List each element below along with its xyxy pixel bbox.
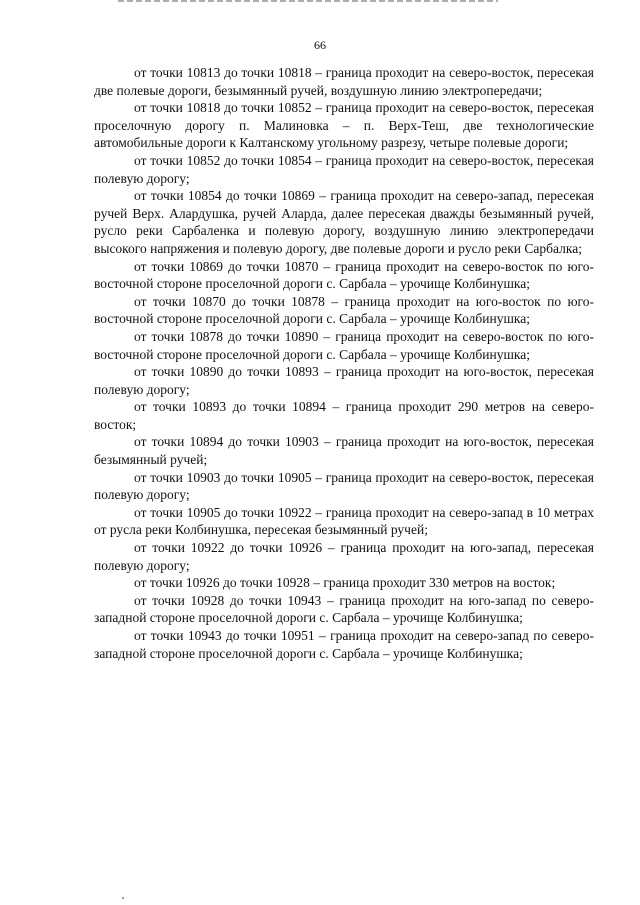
boundary-paragraph: от точки 10926 до точки 10928 – граница проходит 330 метров на восток; (134, 575, 556, 591)
boundary-paragraph: от точки 10893 до точки 10894 – граница проходит 290 метров на северо-восток; (94, 399, 594, 432)
boundary-paragraph: от точки 10852 до точки 10854 – граница проходит на северо-восток, пересекая полевую дорогу; (94, 152, 594, 186)
boundary-paragraph: от точки 10905 до точки 10922 – граница проходит на северо-запад в 10 метрах от русла реки Колбинушка, пересекая безымянный ручей; (94, 504, 594, 538)
boundary-paragraph: от точки 10878 до точки 10890 – граница проходит на северо-восток по юго-восточной стороне проселочной дороги с. Сарбала – урочище Колбинушка; (94, 328, 594, 362)
boundary-paragraph: от точки 10943 до точки 10951 – граница проходит на северо-запад по северо-западной стороне проселочной дороги с. Сарбала – урочище Колбинушка; (94, 628, 594, 661)
page-number: 66 (314, 38, 326, 52)
boundary-paragraph: от точки 10813 до точки 10818 – граница проходит на северо-восток, пересекая две полевые дороги, безымянный ручей, воздушную линию электропередачи; (94, 65, 594, 98)
scan-edge-mark (118, 0, 498, 2)
boundary-paragraph: от точки 10890 до точки 10893 – граница проходит на юго-восток, пересекая полевую дорогу; (94, 364, 594, 397)
boundary-paragraph: от точки 10928 до точки 10943 – граница проходит на юго-запад по северо-западной стороне проселочной дороги с. Сарбала – урочище Колбинушка; (94, 592, 594, 626)
boundary-paragraph: от точки 10922 до точки 10926 – граница проходит на юго-запад, пересекая полевую дорогу; (94, 540, 594, 573)
boundary-paragraph: от точки 10903 до точки 10905 – граница проходит на северо-восток, пересекая полевую дорогу; (94, 469, 594, 503)
boundary-paragraph: от точки 10894 до точки 10903 – граница проходит на юго-восток, пересекая безымянный ручей; (94, 434, 594, 468)
boundary-paragraph: от точки 10870 до точки 10878 – граница проходит на юго-восток по юго-восточной стороне проселочной дороги с. Сарбала – урочище Колбинушка; (94, 293, 594, 327)
boundary-paragraph: от точки 10869 до точки 10870 – граница проходит на северо-восток по юго-восточной стороне проселочной дороги с. Сарбала – урочище Колбинушка; (94, 258, 594, 292)
boundary-paragraph: от точки 10854 до точки 10869 – граница проходит на северо-запад, пересекая ручей Верх. Алардушка, ручей Аларда, далее пересекая дважды безымянный ручей, русло реки Сарбаленка и полевую дорогу, воздушную линию электропередачи высокого напряжения и полевую дорогу, две полевые дороги и русло реки Сарбалка; (94, 188, 594, 256)
boundary-paragraph: от точки 10818 до точки 10852 – граница проходит на северо-восток, пересекая проселочную дорогу п. Малиновка – п. Верх-Теш, две технологические автомобильные дороги к Калтанскому угольному разрезу, четыре полевые дороги; (94, 100, 594, 151)
scan-speck (122, 897, 124, 899)
document-body (94, 64, 594, 662)
